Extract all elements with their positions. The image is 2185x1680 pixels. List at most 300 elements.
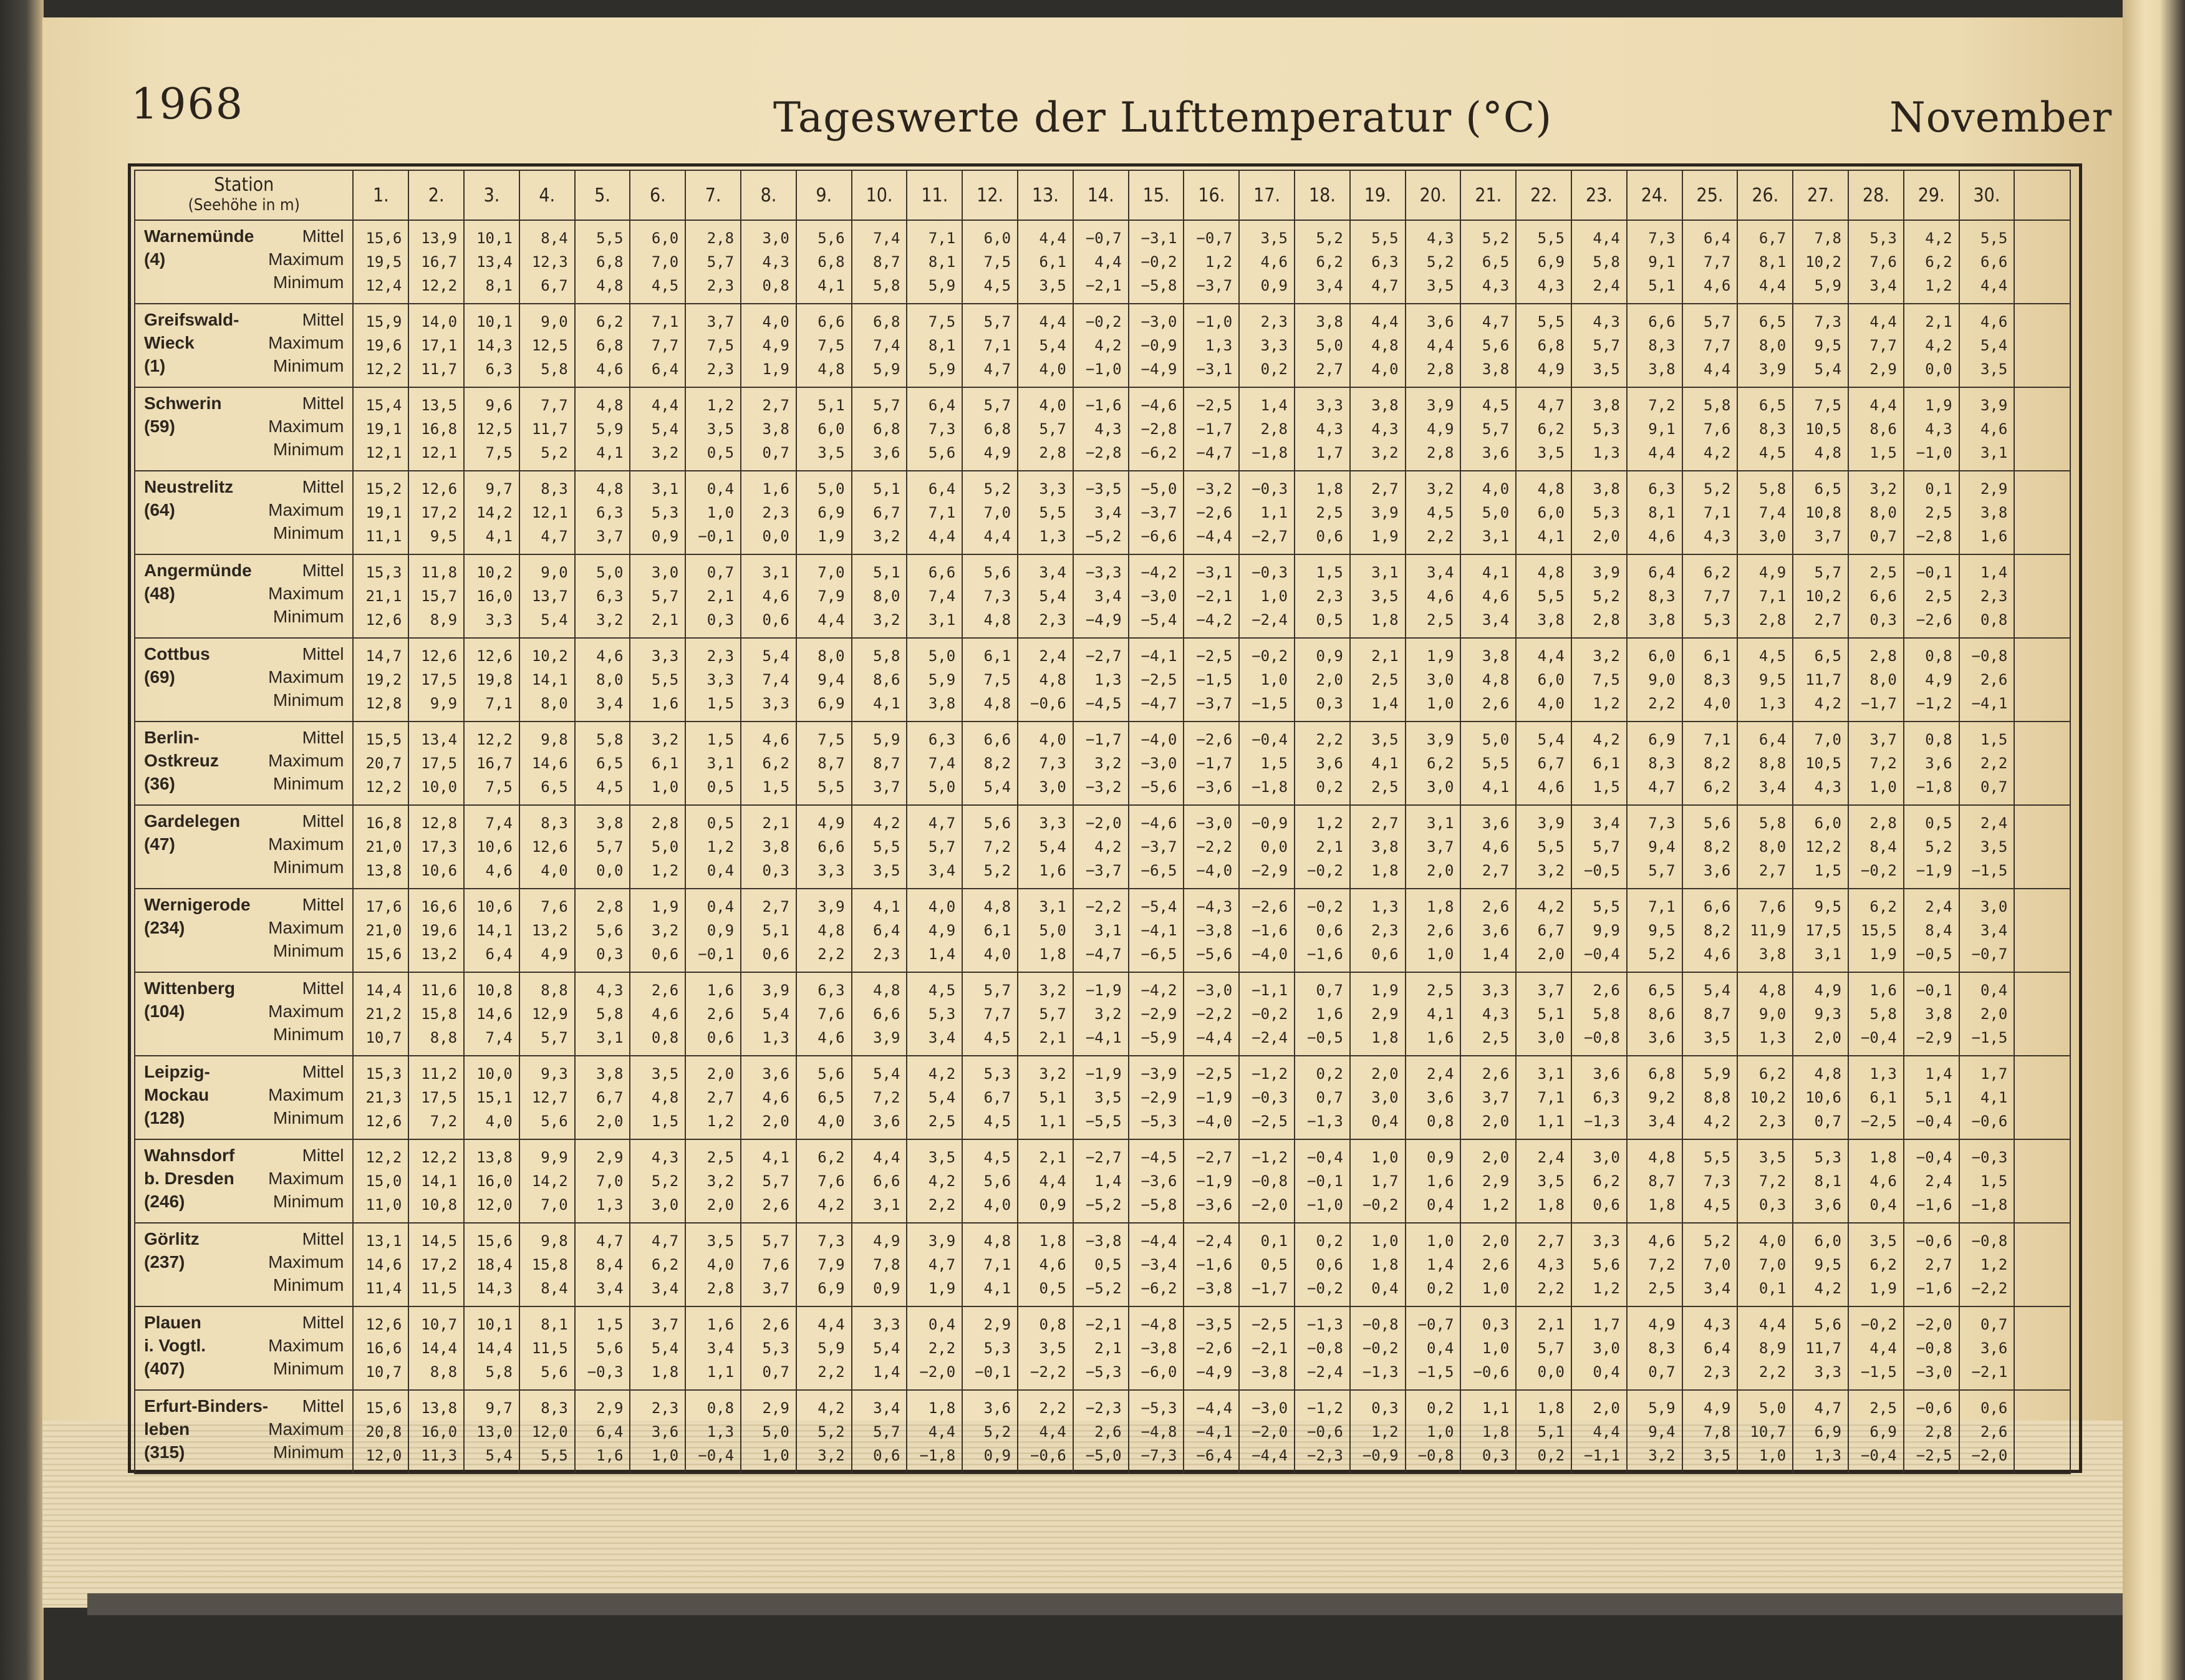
day-values-cell xyxy=(1793,889,1848,972)
value-mittel: 4,8 xyxy=(1648,1149,1676,1166)
day-values-cell xyxy=(685,1306,741,1390)
value-mittel: 0,7 xyxy=(1316,982,1343,999)
station-name-line: i. Vogtl. xyxy=(144,1336,206,1355)
day-values-cell xyxy=(464,554,519,638)
day-values-cell xyxy=(685,1056,741,1139)
value-type-label: Minimum xyxy=(273,1025,344,1044)
value-mittel: −0,9 xyxy=(1252,814,1288,832)
value-mittel: 2,5 xyxy=(707,1149,735,1166)
value-minimum: 6,9 xyxy=(818,1280,845,1297)
value-mittel: −1,7 xyxy=(1085,731,1122,748)
value-mittel: 2,6 xyxy=(651,982,679,999)
value-minimum: −0,5 xyxy=(1916,945,1952,963)
station-cell-content xyxy=(135,806,352,881)
value-mittel: 14,7 xyxy=(365,647,402,665)
day-values-cell xyxy=(353,220,408,304)
value-mittel: 8,1 xyxy=(541,1316,568,1333)
day-values-cell xyxy=(1073,304,1129,387)
station-cell xyxy=(135,1390,353,1474)
day-values-cell xyxy=(1184,638,1239,722)
value-minimum: −5,8 xyxy=(1141,1196,1177,1214)
value-minimum: 3,4 xyxy=(1704,1280,1731,1297)
value-maximum: 5,3 xyxy=(983,1340,1011,1357)
day-values-cell xyxy=(1627,304,1682,387)
value-maximum: 3,2 xyxy=(651,922,679,939)
value-mittel: 3,3 xyxy=(1039,814,1066,832)
day-values-cell xyxy=(1460,972,1516,1056)
day-values-cell xyxy=(796,471,852,554)
value-minimum: 2,0 xyxy=(1427,862,1454,879)
value-type-label: Mittel xyxy=(302,310,344,329)
value-maximum: 2,5 xyxy=(1371,671,1399,688)
value-mittel: 1,8 xyxy=(1427,898,1454,915)
day-values-cell xyxy=(1627,1139,1682,1223)
value-minimum: 3,2 xyxy=(651,444,679,461)
day-values-cell xyxy=(353,387,408,471)
value-maximum: 21,1 xyxy=(365,587,402,605)
station-name-line: Neustrelitz xyxy=(144,477,234,496)
value-maximum: 1,6 xyxy=(1427,1172,1454,1190)
value-maximum: 7,1 xyxy=(983,337,1011,354)
value-maximum: 7,1 xyxy=(983,1256,1011,1273)
day-values-cell xyxy=(1460,1306,1516,1390)
value-mittel: 1,7 xyxy=(1980,1065,2008,1083)
value-mittel: 4,4 xyxy=(1869,397,1897,414)
value-mittel: 6,2 xyxy=(596,313,624,331)
value-maximum: 4,6 xyxy=(1980,420,2008,438)
station-row xyxy=(135,1223,2070,1306)
value-minimum: 3,8 xyxy=(1758,945,1787,963)
value-maximum: 1,2 xyxy=(1980,1256,2008,1273)
value-mittel: 3,6 xyxy=(1427,313,1454,331)
value-maximum: 8,2 xyxy=(1704,838,1731,856)
value-maximum: 7,1 xyxy=(1704,504,1731,521)
value-maximum: 5,7 xyxy=(1039,1005,1066,1023)
value-mittel: 8,0 xyxy=(818,647,845,665)
day-values-cell xyxy=(1737,1056,1793,1139)
value-mittel: 13,5 xyxy=(421,397,458,414)
value-mittel: 14,5 xyxy=(421,1232,458,1250)
value-minimum: −6,0 xyxy=(1141,1363,1177,1381)
value-mittel: 5,4 xyxy=(1704,982,1731,999)
station-cell-content xyxy=(135,221,352,296)
day-values-cell xyxy=(1129,889,1184,972)
value-maximum: −1,9 xyxy=(1196,1089,1233,1106)
value-minimum: 0,5 xyxy=(1039,1280,1066,1297)
value-minimum: 3,6 xyxy=(1648,1029,1676,1046)
page-month: November xyxy=(1889,94,2113,142)
value-mittel: 4,5 xyxy=(1758,647,1787,665)
value-minimum: 0,5 xyxy=(707,444,735,461)
day-values-cell xyxy=(1627,1223,1682,1306)
value-minimum: 13,8 xyxy=(365,862,402,879)
value-mittel: −1,1 xyxy=(1252,982,1288,999)
value-mittel: 11,8 xyxy=(421,564,458,581)
value-type-label: Maximum xyxy=(268,751,344,770)
station-cell xyxy=(135,1139,353,1223)
day-values-cell xyxy=(1571,1056,1627,1139)
value-maximum: 1,3 xyxy=(707,1423,735,1441)
value-maximum: −3,7 xyxy=(1141,838,1177,856)
value-mittel: 6,2 xyxy=(818,1149,845,1166)
value-minimum: 3,1 xyxy=(1814,945,1841,963)
value-maximum: 7,7 xyxy=(983,1005,1011,1023)
value-minimum: 4,4 xyxy=(928,528,956,545)
value-maximum: 6,1 xyxy=(1593,755,1620,772)
value-minimum: 1,8 xyxy=(651,1363,679,1381)
value-mittel: 7,5 xyxy=(928,313,956,331)
value-maximum: 5,1 xyxy=(1537,1005,1565,1023)
value-minimum: 0,9 xyxy=(651,528,679,545)
value-minimum: −3,7 xyxy=(1196,277,1233,294)
value-maximum: 5,7 xyxy=(1039,420,1066,438)
value-maximum: 8,6 xyxy=(1648,1005,1676,1023)
day-values-cell xyxy=(464,220,519,304)
table-header-row xyxy=(135,170,2070,220)
value-mittel: 12,6 xyxy=(476,647,513,665)
value-minimum: −5,0 xyxy=(1085,1447,1122,1464)
value-maximum: 8,3 xyxy=(1704,671,1731,688)
value-mittel: 4,2 xyxy=(818,1399,845,1417)
blank-cell xyxy=(2014,471,2070,554)
value-maximum: −0,9 xyxy=(1141,337,1177,354)
value-maximum: −0,8 xyxy=(1252,1172,1288,1190)
value-minimum: −2,0 xyxy=(1252,1196,1288,1214)
blank-header-cell xyxy=(2014,170,2070,220)
value-mittel: 5,4 xyxy=(762,647,789,665)
value-maximum: 6,8 xyxy=(983,420,1011,438)
value-maximum: 7,1 xyxy=(1537,1089,1565,1106)
value-minimum: 2,8 xyxy=(707,1280,735,1297)
blank-cell xyxy=(2014,638,2070,722)
value-mittel: 6,3 xyxy=(928,731,956,748)
day-values-cell xyxy=(1018,220,1073,304)
value-mittel: −0,8 xyxy=(1971,647,2008,665)
value-type-label: Mittel xyxy=(302,1146,344,1165)
value-mittel: 4,3 xyxy=(596,982,624,999)
day-values-cell xyxy=(1239,972,1295,1056)
value-maximum: 6,8 xyxy=(1537,337,1565,354)
day-values-cell xyxy=(962,972,1018,1056)
day-values-cell xyxy=(1516,1223,1571,1306)
value-maximum: 11,9 xyxy=(1750,922,1787,939)
value-mittel: 4,7 xyxy=(928,814,956,832)
day-values-cell xyxy=(1184,554,1239,638)
value-minimum: 1,5 xyxy=(1869,444,1897,461)
value-maximum: 8,1 xyxy=(1648,504,1676,521)
station-name-line: Wernigerode xyxy=(144,895,251,914)
value-mittel: 1,8 xyxy=(1537,1399,1565,1417)
value-minimum: 0,9 xyxy=(983,1447,1011,1464)
value-maximum: 3,6 xyxy=(1316,755,1343,772)
value-maximum: −0,6 xyxy=(1307,1423,1343,1441)
value-maximum: 6,1 xyxy=(1869,1089,1897,1106)
value-mittel: 4,8 xyxy=(1814,1065,1841,1083)
day-values-cell xyxy=(408,638,464,722)
value-minimum: 4,6 xyxy=(1537,778,1565,796)
value-mittel: 3,8 xyxy=(596,814,624,832)
value-mittel: 4,8 xyxy=(596,397,624,414)
blank-cell xyxy=(2014,722,2070,805)
value-maximum: 2,0 xyxy=(1316,671,1343,688)
station-name-line: b. Dresden xyxy=(144,1169,234,1188)
value-minimum: 1,4 xyxy=(1371,695,1399,712)
value-mittel: −0,4 xyxy=(1307,1149,1343,1166)
day-values-cell xyxy=(907,387,962,471)
value-type-labels xyxy=(268,977,344,1048)
value-maximum: 7,9 xyxy=(818,1256,845,1273)
day-values-cell xyxy=(852,1223,907,1306)
value-maximum: −2,9 xyxy=(1141,1089,1177,1106)
value-mittel: 7,1 xyxy=(1704,731,1731,748)
value-minimum: 4,5 xyxy=(1758,444,1787,461)
value-minimum: −1,8 xyxy=(1252,444,1288,461)
day-values-cell xyxy=(408,1056,464,1139)
value-maximum: 5,8 xyxy=(1593,253,1620,271)
value-minimum: 3,1 xyxy=(1980,444,2008,461)
value-minimum: 0,4 xyxy=(1371,1113,1399,1130)
value-maximum: 2,0 xyxy=(1980,1005,2008,1023)
day-values-cell xyxy=(1959,304,2015,387)
value-minimum: −4,9 xyxy=(1085,611,1122,629)
value-minimum: 3,1 xyxy=(1482,528,1510,545)
day-values-cell xyxy=(852,1056,907,1139)
value-mittel: 2,9 xyxy=(596,1399,624,1417)
value-maximum: 3,4 xyxy=(1094,504,1122,521)
day-values-cell xyxy=(630,722,685,805)
day-values-cell xyxy=(1516,1056,1571,1139)
value-maximum: 5,4 xyxy=(1039,587,1066,605)
value-mittel: 6,8 xyxy=(873,313,900,331)
day-values-cell xyxy=(1848,1223,1904,1306)
value-mittel: 5,7 xyxy=(1704,313,1731,331)
value-minimum: −2,8 xyxy=(1916,528,1952,545)
station-name-line: Schwerin xyxy=(144,393,222,413)
value-minimum: 5,5 xyxy=(541,1447,568,1464)
day-values-cell xyxy=(1295,1306,1350,1390)
day-values-cell xyxy=(1682,722,1738,805)
value-mittel: 5,5 xyxy=(1593,898,1620,915)
day-values-cell xyxy=(464,387,519,471)
value-maximum: 16,0 xyxy=(476,587,513,605)
value-mittel: 4,8 xyxy=(1537,564,1565,581)
value-maximum: 4,6 xyxy=(762,587,789,605)
value-mittel: 9,3 xyxy=(541,1065,568,1083)
value-maximum: −4,1 xyxy=(1141,922,1177,939)
value-maximum: 19,6 xyxy=(421,922,458,939)
day-values-cell xyxy=(1129,220,1184,304)
value-maximum: 14,2 xyxy=(476,504,513,521)
day-values-cell xyxy=(1848,1139,1904,1223)
station-row xyxy=(135,387,2070,471)
day-values-cell xyxy=(1350,1056,1406,1139)
day-values-cell xyxy=(1516,304,1571,387)
value-type-labels xyxy=(268,1394,344,1465)
value-mittel: 4,7 xyxy=(1482,313,1510,331)
value-mittel: 3,8 xyxy=(1316,313,1343,331)
day-values-cell xyxy=(1018,554,1073,638)
station-name-line xyxy=(144,856,268,879)
value-maximum: 13,7 xyxy=(531,587,568,605)
station-name-line: (1) xyxy=(144,356,166,375)
value-minimum: 1,4 xyxy=(873,1363,900,1381)
station-row xyxy=(135,1306,2070,1390)
day-values-cell xyxy=(1516,972,1571,1056)
value-minimum: 12,1 xyxy=(365,444,402,461)
value-minimum: −5,5 xyxy=(1085,1113,1122,1130)
value-mittel: 9,0 xyxy=(541,313,568,331)
value-minimum: 4,3 xyxy=(1704,528,1731,545)
value-maximum: 8,3 xyxy=(1758,420,1787,438)
value-maximum: 6,4 xyxy=(1704,1340,1731,1357)
day-values-cell xyxy=(1073,972,1129,1056)
value-maximum: 7,6 xyxy=(818,1172,845,1190)
value-mittel: 3,9 xyxy=(1980,397,2008,414)
value-minimum: −0,4 xyxy=(1860,1029,1897,1046)
value-mittel: 12,6 xyxy=(365,1316,402,1333)
day-header-13: 13. xyxy=(1018,170,1073,220)
day-values-cell xyxy=(575,1223,630,1306)
value-maximum: 17,2 xyxy=(421,504,458,521)
value-minimum: 3,2 xyxy=(1648,1447,1676,1464)
value-maximum: 8,0 xyxy=(1869,671,1897,688)
value-minimum: 1,1 xyxy=(1039,1113,1066,1130)
value-mittel: −1,3 xyxy=(1307,1316,1343,1333)
day-values-cell xyxy=(1295,471,1350,554)
day-values-cell xyxy=(1350,471,1406,554)
day-values-cell xyxy=(962,1056,1018,1139)
value-maximum: −0,1 xyxy=(1307,1172,1343,1190)
value-minimum: −0,6 xyxy=(1030,1447,1066,1464)
station-name xyxy=(144,726,268,797)
value-mittel: −0,8 xyxy=(1362,1316,1399,1333)
value-mittel: 2,4 xyxy=(1427,1065,1454,1083)
value-maximum: −2,2 xyxy=(1196,1005,1233,1023)
value-mittel: 4,1 xyxy=(873,898,900,915)
value-maximum: 13,0 xyxy=(476,1423,513,1441)
value-maximum: 6,0 xyxy=(818,420,845,438)
station-name-line xyxy=(144,1023,268,1046)
value-minimum: 10,7 xyxy=(365,1029,402,1046)
value-minimum: 3,5 xyxy=(1537,444,1565,461)
value-maximum: 13,4 xyxy=(476,253,513,271)
value-maximum: 5,6 xyxy=(596,922,624,939)
value-minimum: −3,7 xyxy=(1085,862,1122,879)
value-mittel: 7,3 xyxy=(818,1232,845,1250)
value-mittel: 1,4 xyxy=(1925,1065,1952,1083)
value-maximum: 4,7 xyxy=(928,1256,956,1273)
value-minimum: 5,9 xyxy=(1814,277,1841,294)
value-minimum: 2,7 xyxy=(1814,611,1841,629)
day-header-29: 29. xyxy=(1904,170,1959,220)
value-mittel: 2,3 xyxy=(651,1399,679,1417)
value-mittel: −0,2 xyxy=(1307,898,1343,915)
value-minimum: 4,4 xyxy=(1704,360,1731,378)
value-minimum: 0,9 xyxy=(1039,1196,1066,1214)
value-minimum: 3,4 xyxy=(596,1280,624,1297)
day-values-cell xyxy=(408,304,464,387)
value-minimum: 2,5 xyxy=(1427,611,1454,629)
value-mittel: 5,6 xyxy=(983,814,1011,832)
value-mittel: 15,5 xyxy=(365,731,402,748)
value-minimum: −1,5 xyxy=(1417,1363,1454,1381)
value-mittel: 6,9 xyxy=(1648,731,1676,748)
day-values-cell xyxy=(1129,304,1184,387)
day-values-cell xyxy=(464,1223,519,1306)
day-values-cell xyxy=(741,554,796,638)
day-values-cell xyxy=(630,220,685,304)
day-values-cell xyxy=(1571,304,1627,387)
day-values-cell xyxy=(1460,554,1516,638)
value-mittel: 0,3 xyxy=(1371,1399,1399,1417)
value-mittel: 5,9 xyxy=(1648,1399,1676,1417)
value-type-label: Minimum xyxy=(273,607,344,626)
value-minimum: −2,0 xyxy=(919,1363,956,1381)
value-maximum: 12,5 xyxy=(476,420,513,438)
day-header-20: 20. xyxy=(1406,170,1461,220)
value-minimum: 0,6 xyxy=(707,1029,735,1046)
value-mittel: 0,9 xyxy=(1427,1149,1454,1166)
value-maximum: 16,7 xyxy=(421,253,458,271)
value-minimum: 0,3 xyxy=(1316,695,1343,712)
value-minimum: 0,7 xyxy=(1814,1113,1841,1130)
value-maximum: 3,7 xyxy=(1427,838,1454,856)
day-values-cell xyxy=(962,387,1018,471)
value-mittel: −0,8 xyxy=(1971,1232,2008,1250)
value-maximum: 4,4 xyxy=(1593,1423,1620,1441)
value-mittel: 5,0 xyxy=(818,480,845,498)
value-maximum: −2,6 xyxy=(1196,1340,1233,1357)
value-maximum: 0,5 xyxy=(1260,1256,1288,1273)
value-mittel: 5,7 xyxy=(1814,564,1841,581)
value-mittel: 3,9 xyxy=(928,1232,956,1250)
day-values-cell xyxy=(1904,638,1959,722)
value-mittel: 9,5 xyxy=(1814,898,1841,915)
day-values-cell xyxy=(1571,1139,1627,1223)
value-mittel: 2,5 xyxy=(1869,564,1897,581)
value-maximum: 7,4 xyxy=(928,755,956,772)
value-maximum: 14,4 xyxy=(421,1340,458,1357)
value-maximum: −3,8 xyxy=(1196,922,1233,939)
value-mittel: 6,5 xyxy=(1758,397,1787,414)
value-maximum: 0,5 xyxy=(1094,1256,1122,1273)
value-minimum: 3,0 xyxy=(1537,1029,1565,1046)
station-cell xyxy=(135,1306,353,1390)
value-mittel: 0,4 xyxy=(707,898,735,915)
blank-cell xyxy=(2014,805,2070,889)
day-values-cell xyxy=(1239,805,1295,889)
day-values-cell xyxy=(1295,972,1350,1056)
value-minimum: −2,1 xyxy=(1085,277,1122,294)
day-values-cell xyxy=(1184,889,1239,972)
day-values-cell xyxy=(1018,1139,1073,1223)
value-mittel: 1,8 xyxy=(928,1399,956,1417)
value-minimum: 1,8 xyxy=(1371,862,1399,879)
value-minimum: −1,5 xyxy=(1252,695,1288,712)
day-values-cell xyxy=(796,1223,852,1306)
value-mittel: 4,4 xyxy=(1039,313,1066,331)
value-maximum: 6,6 xyxy=(873,1172,900,1190)
value-minimum: 2,0 xyxy=(596,1113,624,1130)
value-maximum: 1,0 xyxy=(1427,1423,1454,1441)
value-mittel: 2,6 xyxy=(1593,982,1620,999)
station-name-line: Wieck xyxy=(144,333,195,352)
value-mittel: 2,4 xyxy=(1537,1149,1565,1166)
value-mittel: 4,2 xyxy=(873,814,900,832)
value-maximum: 9,5 xyxy=(1758,671,1787,688)
value-mittel: 15,6 xyxy=(365,229,402,247)
value-maximum: −2,6 xyxy=(1196,504,1233,521)
